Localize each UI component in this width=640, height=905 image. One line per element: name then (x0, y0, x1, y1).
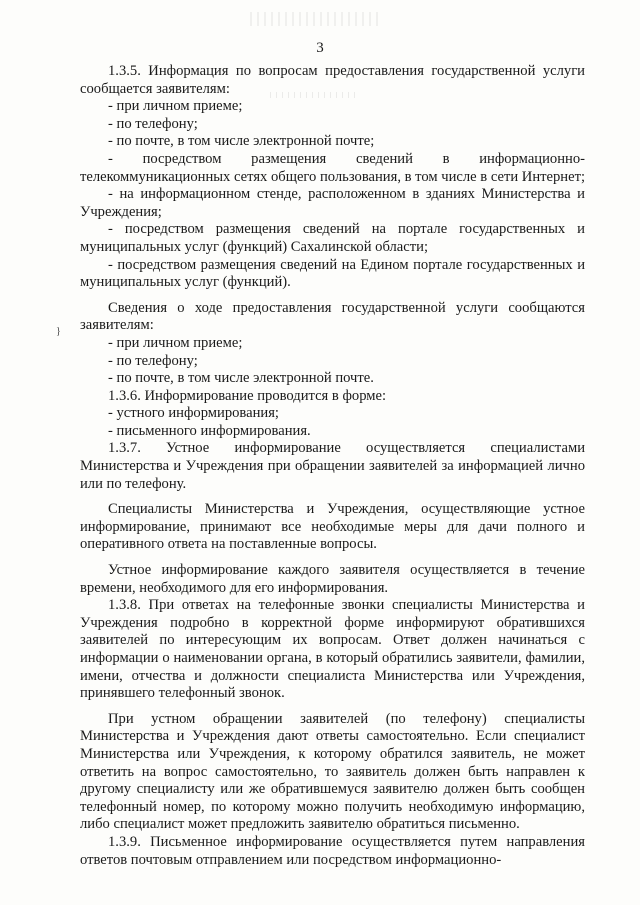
paragraph: Сведения о ходе предоставления государственной услуги сообщаются заявителям: (80, 299, 585, 334)
paragraph: - по почте, в том числе электронной почте. (108, 370, 374, 387)
document-body (80, 63, 585, 869)
paragraph: - по телефону; (108, 115, 198, 132)
paragraph: - по почте, в том числе электронной почте; (108, 133, 375, 150)
paragraph: - по телефону; (108, 352, 198, 369)
margin-mark: } (56, 326, 61, 337)
paragraph: 1.3.9. Письменное информирование осуществляется путем направления ответов почтовым отправлением или посредством информационно- (80, 833, 585, 868)
paragraph: - устного информирования; (108, 405, 279, 422)
paragraph: - на информационном стенде, расположенном в зданиях Министерства и Учреждения; (80, 186, 585, 220)
paragraph: - посредством размещения сведений на портале государственных и муниципальных услуг (функций) Сахалинской области; (80, 221, 585, 255)
paragraph: - письменного информирования. (108, 422, 311, 439)
paragraph: - посредством размещения сведений в информационно-телекоммуникационных сетях общего пользования, в том числе в сети Интернет; (80, 150, 586, 185)
paragraph: 1.3.8. При ответах на телефонные звонки специалисты Министерства и Учреждения подробно в корректной форме информируют обратившихся заявителей по интересующим их вопросам. Ответ должен начинаться с информации о наименовании органа, в который обратились заявители, фамилии, имени, отчества и должности специалиста Министерства или Учреждения, принявшего телефонный звонок. (80, 597, 585, 702)
paragraph: - при личном приеме; (108, 334, 243, 351)
paragraph: Устное информирование каждого заявителя осуществляется в течение времени, необходимого для его информирования. (80, 562, 585, 596)
paragraph: 1.3.7. Устное информирование осуществляется специалистами Министерства и Учреждения при обращении заявителей за информацией лично или по телефону. (80, 440, 585, 492)
paragraph: При устном обращении заявителей (по телефону) специалисты Министерства и Учреждения дают ответы самостоятельно. Если специалист Министерства или Учреждения, к которому обратился заявитель, не может ответить на вопрос самостоятельно, то заявитель должен быть направлен к другому специалисту или же обратившемуся заявителю должен быть сообщен телефонный номер, по которому можно получить необходимую информацию, либо специалист может предложить заявителю обратиться письменно. (80, 710, 585, 833)
paragraph: 1.3.5. Информация по вопросам предоставления государственной услуги сообщается заявителям: (80, 63, 585, 97)
paragraph: - при личном приеме; (108, 98, 243, 115)
paragraph: Специалисты Министерства и Учреждения, осуществляющие устное информирование, принимают все необходимые меры для дачи полного и оперативного ответа на поставленные вопросы. (80, 501, 585, 553)
paragraph: - посредством размещения сведений на Едином портале государственных и муниципальных услуг (функций). (80, 256, 585, 291)
paragraph: 1.3.6. Информирование проводится в форме: (108, 387, 387, 404)
scan-artifact (250, 12, 380, 26)
page-number: 3 (316, 40, 324, 56)
